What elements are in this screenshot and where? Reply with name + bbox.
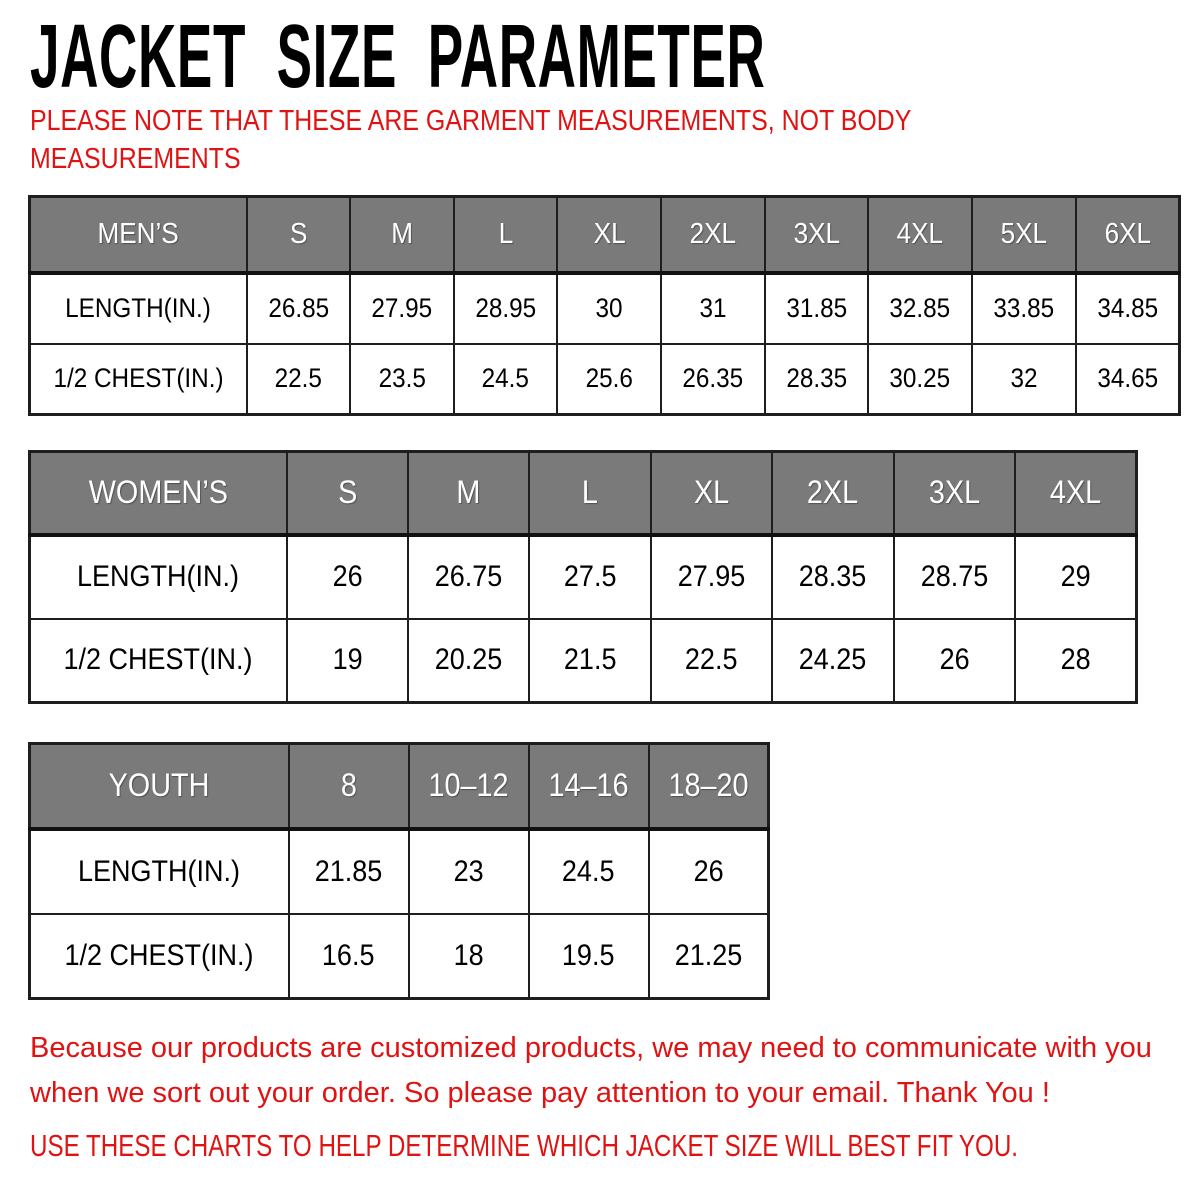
size-value-cell [765, 273, 869, 344]
row-label-cell [30, 829, 289, 914]
size-column-label: M [456, 474, 481, 511]
size-column-header [289, 744, 409, 829]
size-column-label: 3XL [793, 217, 840, 250]
table-title-text: YOUTH [108, 767, 210, 804]
size-value-text: 25.6 [585, 363, 633, 394]
size-column-label: 6XL [1104, 217, 1151, 250]
size-column-label: 4XL [1049, 474, 1102, 511]
size-value-text: 24.5 [562, 854, 615, 888]
size-value-text: 21.5 [563, 643, 617, 677]
row-label-cell [30, 273, 247, 344]
size-column-header [894, 452, 1015, 535]
size-column-header [557, 197, 661, 273]
row-label-cell [30, 619, 287, 703]
size-column-header [772, 452, 893, 535]
size-value-text: 26 [693, 854, 724, 888]
size-value-cell [772, 535, 893, 619]
measurement-row [30, 914, 769, 999]
size-value-cell [972, 344, 1076, 415]
size-column-label: 5XL [1000, 217, 1048, 250]
size-value-text: 32.85 [889, 293, 951, 323]
measurement-row [30, 535, 1137, 619]
size-column-header [529, 452, 650, 535]
size-value-text: 23 [453, 854, 484, 888]
size-column-header [408, 452, 529, 535]
size-value-cell [868, 344, 972, 415]
size-column-label: 2XL [689, 217, 737, 250]
youth-size-table [28, 742, 770, 1000]
size-value-cell [287, 619, 408, 703]
size-column-label: S [289, 217, 308, 250]
size-value-cell [1015, 619, 1136, 703]
size-column-header [765, 197, 869, 273]
womens-size-table [28, 450, 1138, 704]
size-column-header [529, 744, 649, 829]
size-value-text: 32 [1010, 363, 1038, 394]
size-value-cell [661, 273, 765, 344]
size-value-text: 18 [453, 938, 484, 972]
size-value-text: 22.5 [274, 363, 322, 394]
size-value-cell [972, 273, 1076, 344]
row-label-text: LENGTH(IN.) [65, 293, 212, 323]
size-column-label: 4XL [897, 217, 944, 250]
size-value-cell [894, 619, 1015, 703]
size-value-cell [651, 535, 772, 619]
size-column-label: M [391, 217, 413, 250]
size-column-header [972, 197, 1076, 273]
size-column-header [454, 197, 558, 273]
size-value-text: 34.85 [1096, 293, 1158, 323]
size-value-text: 21.25 [674, 938, 743, 972]
size-value-text: 21.85 [314, 854, 383, 888]
size-value-cell [287, 535, 408, 619]
size-value-text: 16.5 [322, 938, 375, 972]
row-label-text: LENGTH(IN.) [77, 560, 240, 593]
size-value-cell [651, 619, 772, 703]
measurement-row [30, 619, 1137, 703]
size-value-text: 26.35 [682, 363, 744, 394]
size-value-cell [409, 829, 529, 914]
size-value-cell [529, 619, 650, 703]
size-column-label: 2XL [807, 474, 859, 511]
size-value-cell [529, 914, 649, 999]
page-title-text: JACKET SIZE PARAMETER [30, 7, 766, 107]
size-column-header [287, 452, 408, 535]
size-column-header [350, 197, 454, 273]
size-value-text: 29 [1060, 560, 1091, 593]
size-value-text: 31 [699, 293, 727, 323]
size-column-label: L [582, 474, 599, 511]
table-title-text: MEN’S [97, 217, 179, 250]
size-value-cell [772, 619, 893, 703]
size-value-cell [289, 914, 409, 999]
row-label-text: 1/2 CHEST(IN.) [63, 643, 253, 677]
size-value-cell [350, 273, 454, 344]
size-value-cell [247, 344, 351, 415]
measurement-row [30, 344, 1180, 415]
table-title-cell [30, 197, 247, 273]
size-value-text: 28.35 [799, 560, 867, 593]
row-label-cell [30, 535, 287, 619]
size-value-cell [894, 535, 1015, 619]
row-label-cell [30, 914, 289, 999]
size-value-cell [649, 829, 769, 914]
size-value-cell [1015, 535, 1136, 619]
size-value-cell [454, 344, 558, 415]
size-value-cell [765, 344, 869, 415]
size-value-text: 19.5 [562, 938, 615, 972]
size-column-label: XL [693, 474, 730, 511]
size-column-label: S [337, 474, 357, 511]
size-column-label: 14–16 [548, 767, 629, 804]
size-value-cell [529, 829, 649, 914]
size-value-cell [649, 914, 769, 999]
size-column-label: XL [593, 217, 626, 250]
size-column-label: 18–20 [668, 767, 749, 804]
size-value-text: 27.95 [677, 560, 746, 593]
mens-size-table [28, 195, 1181, 416]
size-column-header [661, 197, 765, 273]
size-value-text: 24.25 [799, 643, 867, 677]
size-value-cell [408, 619, 529, 703]
table-title-cell [30, 452, 287, 535]
size-column-label: 8 [340, 767, 357, 804]
size-column-label: L [498, 217, 513, 250]
size-value-text: 26 [939, 643, 970, 677]
size-column-header [868, 197, 972, 273]
table-title-cell [30, 744, 289, 829]
table-title-text: WOMEN’S [88, 474, 228, 511]
size-value-cell [868, 273, 972, 344]
row-label-text: 1/2 CHEST(IN.) [64, 938, 254, 972]
size-column-header [651, 452, 772, 535]
size-value-text: 19 [332, 643, 363, 677]
size-column-header [409, 744, 529, 829]
size-value-text: 20.25 [434, 643, 503, 677]
size-column-label: 3XL [928, 474, 980, 511]
size-value-cell [557, 344, 661, 415]
row-label-text: 1/2 CHEST(IN.) [53, 363, 224, 394]
size-value-cell [557, 273, 661, 344]
size-column-header [1015, 452, 1136, 535]
size-value-text: 28.35 [786, 363, 848, 394]
size-value-text: 23.5 [378, 363, 426, 394]
size-value-text: 30.25 [889, 363, 951, 394]
size-value-text: 27.5 [563, 560, 617, 593]
size-column-header [247, 197, 351, 273]
size-value-text: 28.95 [475, 293, 537, 323]
size-value-cell [454, 273, 558, 344]
size-value-cell [408, 535, 529, 619]
measurement-row [30, 273, 1180, 344]
row-label-cell [30, 344, 247, 415]
size-value-text: 22.5 [685, 643, 738, 677]
size-value-cell [1076, 344, 1180, 415]
size-column-header [1076, 197, 1180, 273]
size-value-text: 24.5 [481, 363, 530, 394]
size-value-text: 28 [1060, 643, 1091, 677]
row-label-text: LENGTH(IN.) [78, 854, 241, 888]
size-value-cell [529, 535, 650, 619]
header-row [30, 197, 1180, 273]
header-row [30, 452, 1137, 535]
size-value-cell [247, 273, 351, 344]
header-row [30, 744, 769, 829]
size-column-header [649, 744, 769, 829]
size-value-cell [350, 344, 454, 415]
size-value-cell [1076, 273, 1180, 344]
size-value-cell [289, 829, 409, 914]
measurement-row [30, 829, 769, 914]
size-value-text: 28.75 [920, 560, 989, 593]
garment-measurement-note: PLEASE NOTE THAT THESE ARE GARMENT MEASUREMENTS, NOT BODY MEASUREMENTS [30, 105, 911, 176]
customization-notice: Because our products are customized products, we may need to communicate with you when we sort out your order. So please pay attention to your email. Thank You ! [30, 1032, 1152, 1109]
size-value-text: 26.85 [267, 293, 329, 323]
page-title [30, 7, 1200, 107]
size-column-label: 10–12 [428, 767, 509, 804]
size-value-text: 31.85 [786, 293, 848, 323]
size-value-text: 34.65 [1096, 363, 1158, 394]
size-value-cell [661, 344, 765, 415]
chart-usage-tip: USE THESE CHARTS TO HELP DETERMINE WHICH JACKET SIZE WILL BEST FIT YOU. [30, 1128, 1019, 1163]
size-value-text: 30 [595, 293, 623, 323]
size-value-text: 33.85 [993, 293, 1055, 323]
size-value-text: 27.95 [371, 293, 433, 323]
size-value-cell [409, 914, 529, 999]
size-value-text: 26 [332, 560, 363, 593]
size-value-text: 26.75 [434, 560, 503, 593]
